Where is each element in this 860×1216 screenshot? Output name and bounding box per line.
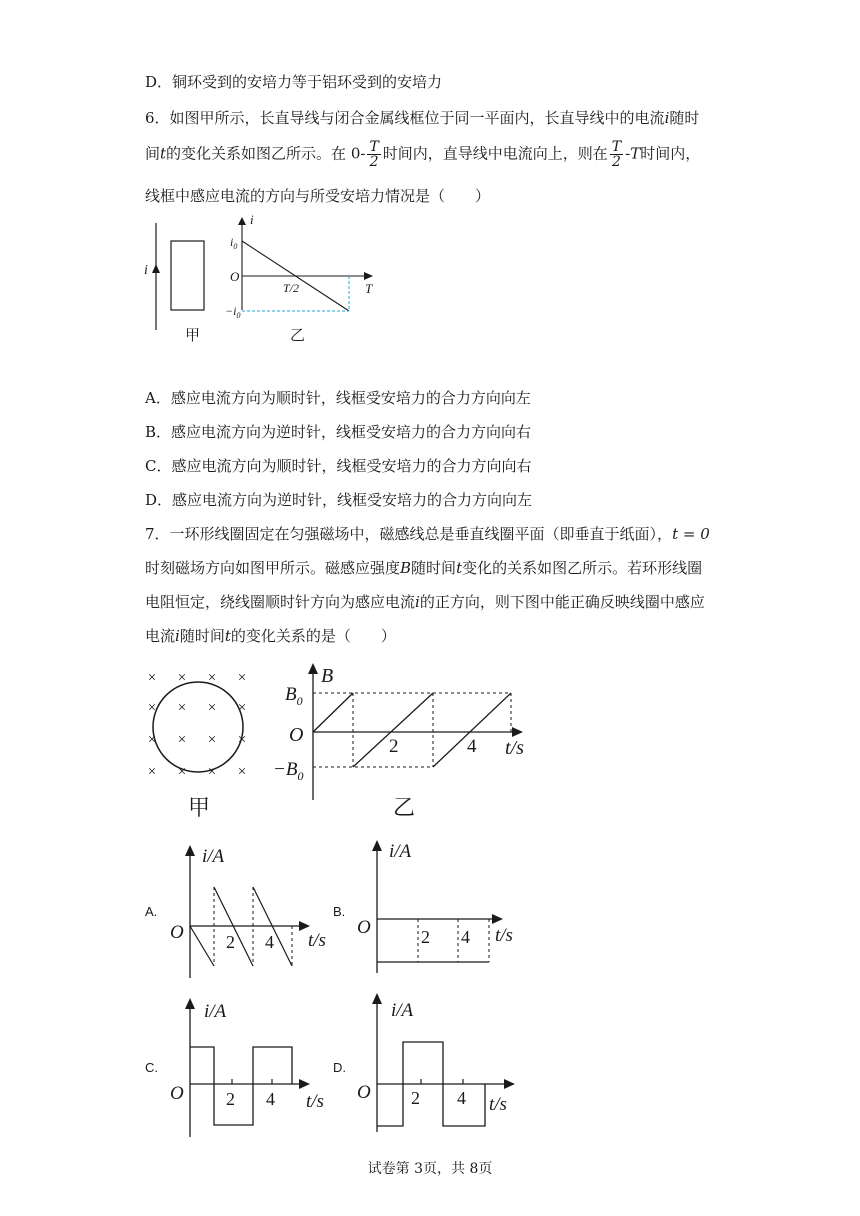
fig-jia-caption: 甲 [188, 795, 211, 820]
q6-option-c: C．感应电流方向为顺时针，线框受安培力的合力方向向右 [145, 457, 532, 475]
q7-option-c-graph [168, 995, 348, 1140]
fraction-t-over-2-b: $\frac{T}{2}$ [611, 139, 622, 170]
field-cross-1-2: × [207, 700, 217, 716]
q5-option-d: D．铜环受到的安培力等于铝环受到的安培力 [145, 73, 443, 91]
tick-2: 2 [421, 927, 430, 947]
field-cross-0-3: × [237, 670, 247, 686]
tick-2: 2 [411, 1088, 420, 1108]
field-cross-3-3: × [237, 764, 247, 780]
option-d-label: D. [333, 1060, 346, 1075]
q7-line2: 时刻磁场方向如图甲所示。磁感应强度B随时间t变化的关系如图乙所示。若环形线圈 [145, 559, 703, 577]
q6-option-a: A．感应电流方向为顺时针，线框受安培力的合力方向向左 [145, 389, 531, 407]
half-T-label: T/2 [283, 281, 300, 295]
page-footer: 试卷第 3页，共 8页 [367, 1161, 493, 1177]
t-axis-label: t/s [505, 737, 524, 759]
tick-4: 4 [457, 1088, 466, 1108]
origin-label: O [289, 724, 304, 746]
B-sawtooth [313, 693, 511, 767]
option-c-label: C. [145, 1060, 158, 1075]
q6-figure-jia [140, 215, 230, 345]
tick-4: 4 [467, 736, 477, 757]
field-cross-3-0: × [147, 764, 157, 780]
fig-jia-caption: 甲 [185, 328, 201, 344]
i0-label: $i_0$ [230, 235, 238, 251]
origin-label: O [170, 922, 184, 943]
coil-ring [153, 682, 243, 772]
q6-line3: 线框中感应电流的方向与所受安培力情况是（ ） [145, 187, 491, 205]
q7-figure-yi [275, 660, 545, 825]
origin-label: O [357, 917, 371, 938]
field-cross-1-0: × [147, 700, 157, 716]
origin-label: O [357, 1082, 371, 1103]
option-a-label: A. [145, 904, 158, 919]
q7-figure-jia [140, 665, 260, 825]
t-axis-label: t/s [306, 1091, 324, 1112]
q7-line3: 电阻恒定，绕线圈顺时针方向为感应电流i的正方向，则下图中能正确反映线圈中感应 [145, 593, 705, 611]
i-axis-label: i/A [389, 841, 412, 862]
i-axis-label: i/A [204, 1001, 227, 1022]
wire-current-label: i [144, 263, 148, 278]
field-cross-1-3: × [237, 700, 247, 716]
q6-line1: 6．如图甲所示，长直导线与闭合金属线框位于同一平面内，长直导线中的电流i随时 [145, 109, 700, 127]
field-cross-1-1: × [177, 700, 187, 716]
tick-2: 2 [226, 1089, 235, 1109]
neg-i0-label: $-i_0$ [225, 304, 241, 320]
t-axis-label: t/s [308, 930, 326, 951]
q7-line1: 7．一环形线圈固定在匀强磁场中，磁感线总是垂直线圈平面（即垂直于纸面），t = 0 [145, 525, 710, 543]
q6-line2: 间t的变化关系如图乙所示。在 0- $\frac{T}{2}$ 时间内，直导线中电流向上，则在 $\frac{T}{2}$ -T时间内， [145, 139, 701, 170]
t-axis-label: t/s [489, 1094, 507, 1115]
axis-B-label: B [321, 665, 334, 687]
origin-label: O [170, 1083, 184, 1104]
field-cross-2-3: × [237, 732, 247, 748]
tick-4: 4 [461, 927, 470, 947]
tick-2: 2 [389, 736, 399, 757]
neg-B0-label: $-B_0$ [273, 759, 304, 783]
q7-option-d-graph [355, 990, 535, 1135]
fig-yi-caption: 乙 [393, 795, 416, 820]
axis-i-label: i [250, 212, 254, 227]
field-cross-0-0: × [147, 670, 157, 686]
q6-figure-yi [225, 212, 385, 345]
q6-option-b: B．感应电流方向为逆时针，线框受安培力的合力方向向右 [145, 423, 532, 441]
q7-option-a-graph [168, 840, 348, 985]
q7-option-b-graph [355, 835, 535, 980]
option-b-label: B. [333, 904, 346, 919]
tick-4: 4 [266, 1089, 275, 1109]
origin-label: O [230, 269, 240, 284]
fraction-t-over-2: $\frac{T}{2}$ [369, 139, 379, 170]
q6-option-d: D．感应电流方向为逆时针，线框受安培力的合力方向向左 [145, 491, 533, 509]
field-cross-3-1: × [177, 764, 187, 780]
t-axis-label: t/s [495, 925, 513, 946]
tick-2: 2 [226, 932, 235, 952]
tick-4: 4 [265, 932, 274, 952]
q7-line4: 电流i随时间t的变化关系的是（ ） [145, 627, 396, 645]
field-cross-2-2: × [207, 732, 217, 748]
field-cross-0-2: × [207, 670, 217, 686]
field-cross-2-1: × [177, 732, 187, 748]
field-cross-0-1: × [177, 670, 187, 686]
field-cross-3-2: × [207, 764, 217, 780]
axis-T-label: T [365, 281, 373, 296]
B0-label: $B_0$ [285, 684, 303, 708]
i-axis-label: i/A [391, 1000, 414, 1021]
dashed-guides [313, 693, 511, 767]
fig-yi-caption: 乙 [290, 328, 306, 344]
i-axis-label: i/A [202, 846, 225, 867]
field-cross-2-0: × [147, 732, 157, 748]
